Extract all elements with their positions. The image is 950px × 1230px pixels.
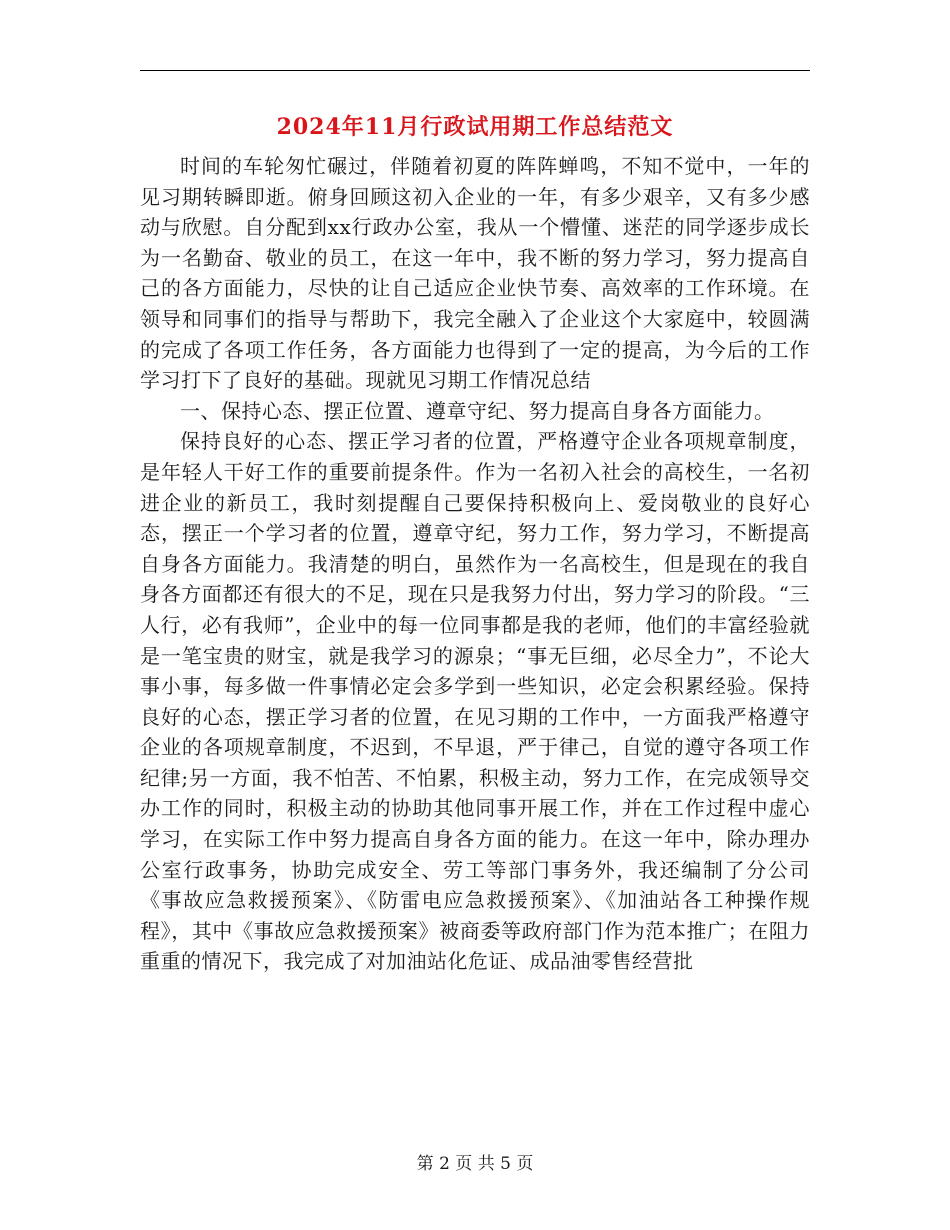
document-body [140,151,810,977]
paragraph-section-heading: 一、保持心态、摆正位置、遵章守纪、努力提高自身各方面能力。 [180,398,775,423]
header-rule [140,70,810,71]
page-footer [0,1152,950,1176]
paragraph-section-body: 保持良好的心态、摆正学习者的位置，严格遵守企业各项规章制度，是年轻人干好工作的重要前提条件。作为一名初入社会的高校生，一名初进企业的新员工，我时刻提醒自己要保持积极向上、爱岗敬业的良好心态，摆正一个学习者的位置，遵章守纪，努力工作，努力学习，不断提高自身各方面能力。我清楚的明白，虽然作为一名高校生，但是现在的我自身各方面都还有很大的不足，现在只是我努力付出，努力学习的阶段。“三人行，必有我师”，企业中的每一位同事都是我的老师，他们的丰富经验就是一笔宝贵的财宝，就是我学习的源泉；“事无巨细，必尽全力”，不论大事小事，每多做一件事情必定会多学到一些知识，必定会积累经验。保持良好的心态，摆正学习者的位置，在见习期的工作中，一方面我严格遵守企业的各项规章制度，不迟到，不早退，严于律己，自觉的遵守各项工作纪律;另一方面，我不怕苦、不怕累，积极主动，努力工作，在完成领导交办工作的同时，积极主动的协助其他同事开展工作，并在工作过程中虚心学习，在实际工作中努力提高自身各方面的能力。在这一年中，除办理办公室行政事务，协助完成安全、劳工等部门事务外，我还编制了分公司《事故应急救援预案》、《防雷电应急救援预案》、《加油站各工种操作规程》，其中《事故应急救援预案》被商委等政府部门作为范本推广；在阻力重重的情况下，我完成了对加油站化危证、成品油零售经营批 [140,429,810,974]
document-title: 2024年11月行政试用期工作总结范文 [276,114,674,140]
page-number: 第 2 页 共 5 页 [416,1154,534,1174]
paragraph-intro: 时间的车轮匆忙碾过，伴随着初夏的阵阵蝉鸣，不知不觉中，一年的见习期转瞬即逝。俯身回顾这初入企业的一年，有多少艰辛，又有多少感动与欣慰。自分配到xx行政办公室，我从一个懵懂、迷茫的同学逐步成长为一名勤奋、敬业的员工，在这一年中，我不断的努力学习，努力提高自己的各方面能力，尽快的让自己适应企业快节奏、高效率的工作环境。在领导和同事们的指导与帮助下，我完全融入了企业这个大家庭中，较圆满的完成了各项工作任务，各方面能力也得到了一定的提高，为今后的工作学习打下了良好的基础。现就见习期工作情况总结 [140,154,810,393]
